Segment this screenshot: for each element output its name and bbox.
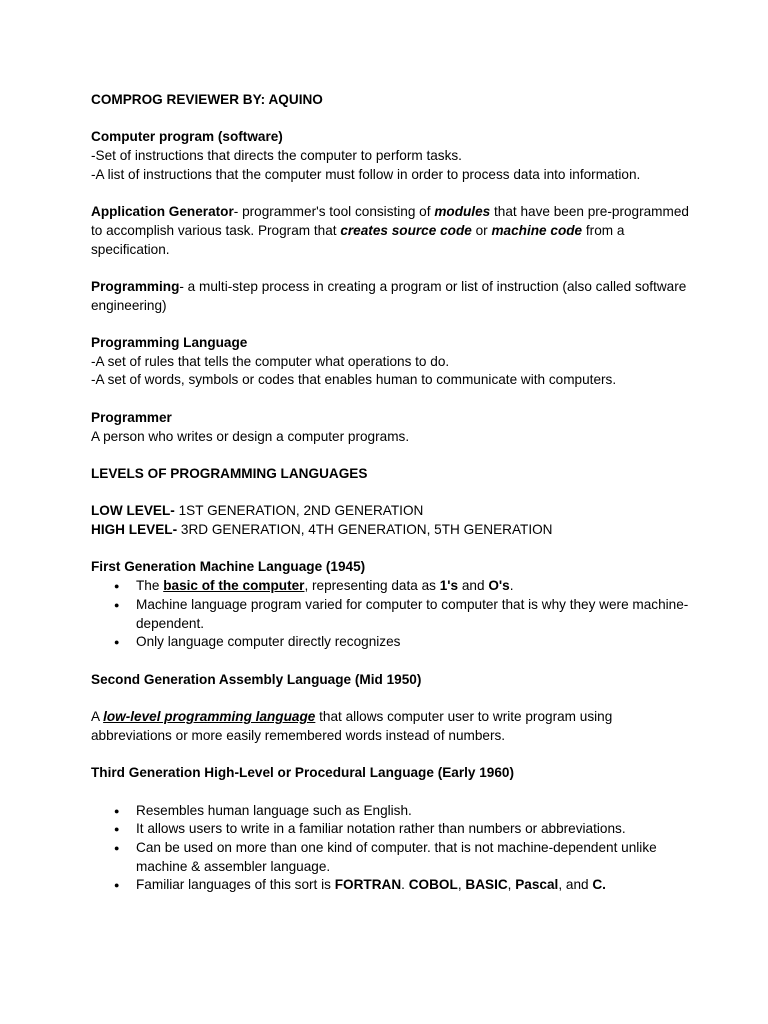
bullet-list [91,802,691,896]
section-heading: Third Generation High-Level or Procedural Language (Early 1960) [91,765,515,781]
list-item: ● It allows users to write in a familiar notation rather than numbers or abbreviations. [91,820,691,839]
list-item: ● Familiar languages of this sort is FORTRAN. COBOL, BASIC, Pascal, and C. [91,876,691,895]
document-title: COMPROG REVIEWER BY: AQUINO [91,92,323,107]
definition-line: -Set of instructions that directs the computer to perform tasks. [91,148,462,164]
list-item: ● The basic of the computer, representing data as 1's and O's. [91,577,691,596]
section-heading: Programming Language [91,335,248,351]
definition-line: -A list of instructions that the computer must follow in order to process data into information. [91,166,641,182]
section-heading: First Generation Machine Language (1945) [91,559,366,575]
bullet-list [91,577,691,652]
list-item: ● Resembles human language such as English. [91,802,691,821]
high-level-line: HIGH LEVEL- 3RD GENERATION, 4TH GENERATION, 5TH GENERATION [91,522,553,538]
section-heading: Second Generation Assembly Language (Mid 1950) [91,671,422,687]
section-heading: Computer program (software) [91,129,283,145]
section-heading: LEVELS OF PROGRAMMING LANGUAGES [91,465,368,481]
definition-paragraph: A low-level programming language that allows computer user to write program using abbreviations or more easily remembered words instead of numbers. [91,709,613,743]
list-item: ● Machine language program varied for computer to computer that is why they were machine- dependent. [91,596,691,633]
low-level-line: LOW LEVEL- 1ST GENERATION, 2ND GENERATION [91,503,424,519]
definition-line: -A set of rules that tells the computer what operations to do. [91,353,450,369]
definition-line: -A set of words, symbols or codes that enables human to communicate with computers. [91,372,617,388]
document-body [91,91,691,895]
section-heading: Programmer [91,409,172,425]
list-item: ● Can be used on more than one kind of computer. that is not machine-dependent unlike machine & assembler language. [91,839,691,876]
list-item: ● Only language computer directly recognizes [91,633,691,652]
definition-paragraph: Programming- a multi-step process in creating a program or list of instruction (also called software engineering) [91,278,687,313]
definition-paragraph: Application Generator- programmer's tool consisting of modules that have been pre-programmed to accomplish various task. Program that creates source code or machine code from a specification. [91,204,689,257]
definition-line: A person who writes or design a computer programs. [91,428,410,444]
